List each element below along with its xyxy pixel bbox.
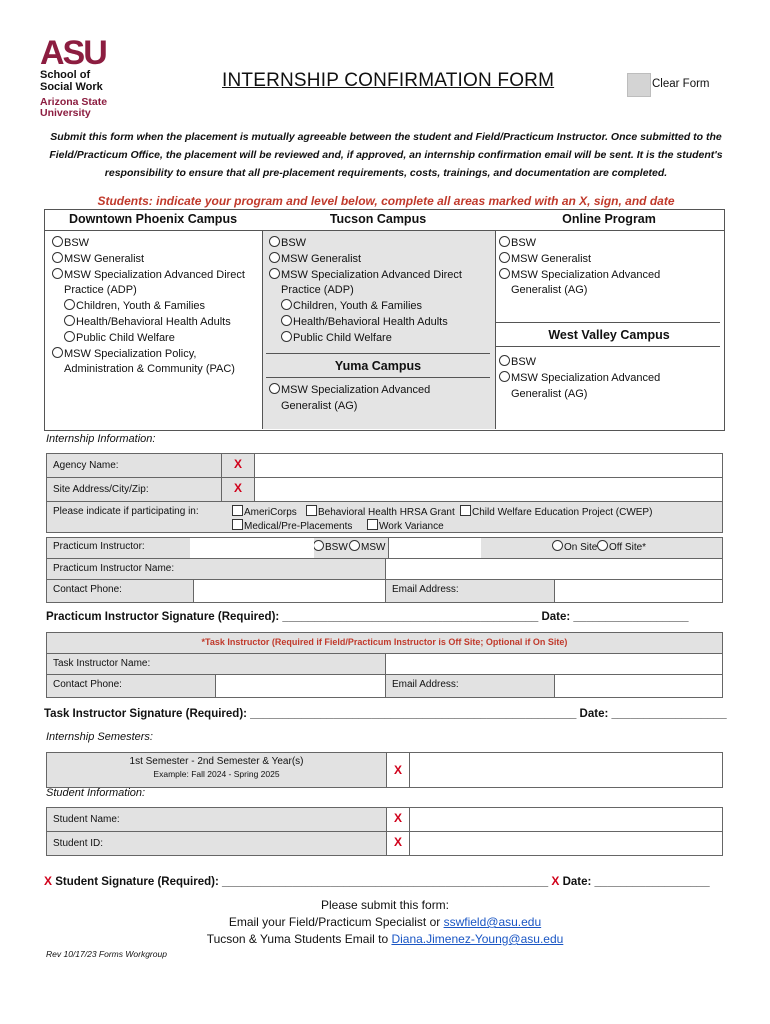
option-label: Health/Behavioral Health Adults [293, 315, 448, 328]
option-label: MSW Specialization Advanced Direct [281, 268, 462, 281]
pi-signature-line[interactable]: Practicum Instructor Signature (Required): ________________________________________ Date: __________________ [46, 611, 689, 623]
option-label-cont: Practice (ADP) [64, 284, 137, 297]
required-x: X [393, 763, 402, 777]
ti-email-input[interactable] [554, 674, 723, 698]
submit-line-1: Please submit this form: [320, 898, 450, 912]
tucson-hbh[interactable] [269, 315, 462, 331]
pi-bsw[interactable] [313, 540, 348, 553]
semester-example: Example: Fall 2024 - Spring 2025 [153, 769, 280, 779]
downtown-msw-generalist[interactable] [52, 252, 245, 268]
tucson-options [269, 236, 462, 347]
downtown-hbh[interactable] [52, 315, 245, 331]
participation-row [46, 501, 723, 533]
tucson-bsw[interactable] [269, 236, 462, 252]
tucson-msw-adp[interactable] [269, 268, 462, 284]
radio-icon[interactable] [281, 331, 292, 342]
pi-email-label: Email Address: [385, 579, 555, 603]
option-label: BSW [64, 237, 90, 249]
radio-icon[interactable] [597, 540, 608, 551]
checkbox-icon[interactable] [232, 519, 243, 530]
yuma-divider-top [266, 353, 490, 354]
radio-icon[interactable] [52, 252, 63, 263]
tucson-msw-generalist[interactable] [269, 252, 462, 268]
option-label: MSW Specialization Advanced [511, 268, 661, 281]
option-label: Public Child Welfare [293, 331, 392, 344]
radio-icon[interactable] [499, 236, 510, 247]
online-options [499, 236, 660, 299]
tucson-yuma-email-link[interactable]: Diana.Jimenez-Young@asu.edu [391, 932, 564, 946]
westvalley-options [499, 355, 660, 402]
asu-logo: ASU [40, 34, 106, 72]
option-label: BSW [511, 356, 537, 368]
semester-input[interactable] [409, 752, 723, 788]
submit-line-3-text: Tucson & Yuma Students Email to [206, 932, 392, 946]
online-title: Online Program [562, 212, 656, 226]
pi-contact-input[interactable] [193, 579, 386, 603]
submit-line-2-text: Email your Field/Practicum Specialist or [228, 915, 444, 929]
student-name-label: Student Name: [46, 807, 387, 832]
pi-name-label: Practicum Instructor Name: [46, 558, 386, 580]
practicum-instructor-row [46, 537, 723, 559]
tucson-cyf[interactable] [269, 299, 462, 315]
site-address-label: Site Address/City/Zip: [46, 477, 222, 502]
required-x: X [393, 811, 402, 825]
radio-icon[interactable] [52, 347, 63, 358]
radio-icon[interactable] [269, 252, 280, 263]
option-label-cont: Generalist (AG) [281, 399, 358, 412]
program-work-variance[interactable] [367, 519, 444, 532]
radio-icon[interactable] [552, 540, 563, 551]
pi-input-1[interactable] [190, 538, 314, 558]
semester-label-cell [46, 752, 387, 788]
downtown-pcw[interactable] [52, 331, 245, 347]
radio-icon[interactable] [52, 236, 63, 247]
clear-form-button[interactable] [627, 73, 651, 97]
option-label: Children, Youth & Families [76, 300, 206, 313]
student-id-required [386, 831, 410, 856]
program-label: Work Variance [379, 521, 444, 532]
participation-label: Please indicate if participating in: [53, 506, 199, 517]
pi-name-input[interactable] [385, 558, 723, 580]
student-name-input[interactable] [409, 807, 723, 832]
ti-signature-line[interactable]: Task Instructor Signature (Required): ___________________________________________________ Date: __________________ [44, 708, 727, 720]
option-label-cont: Administration & Community (PAC) [64, 363, 235, 376]
student-id-label: Student ID: [46, 831, 387, 856]
westvalley-msw-ag[interactable] [499, 371, 660, 387]
student-name-required [386, 807, 410, 832]
agency-input[interactable] [254, 453, 723, 478]
radio-icon[interactable] [64, 331, 75, 342]
westvalley-divider-top [496, 322, 720, 323]
required-x: X [551, 874, 560, 888]
option-label: Children, Youth & Families [293, 300, 423, 313]
ti-contact-label: Contact Phone: [46, 674, 216, 698]
intro-text: Submit this form when the placement is mutually agreeable between the student and Field/Practicum Instructor. Once submitted to the Field/Practicum Office, the placement will be reviewed and, if approved, an internship confirmation email will be sent. It is the student's responsibility to ensure that all pre-placement requirements, costs, trainings, and documentation are completed. [49, 131, 723, 179]
submit-line-3 [0, 931, 770, 948]
radio-icon[interactable] [499, 252, 510, 263]
program-hrsa[interactable] [306, 505, 455, 518]
radio-icon[interactable] [499, 355, 510, 366]
task-instructor-note: *Task Instructor (Required if Field/Practicum Instructor is Off Site; Optional if On Site) [201, 637, 568, 647]
submit-line-2 [0, 914, 770, 931]
program-label: Behavioral Health HRSA Grant [318, 507, 455, 518]
clear-form-label: Clear Form [652, 78, 710, 90]
checkbox-icon[interactable] [232, 505, 243, 516]
pi-input-2[interactable] [388, 538, 481, 558]
option-label: MSW Generalist [281, 252, 362, 265]
school-line-1: School of [40, 69, 91, 81]
site-required [221, 477, 255, 502]
ti-name-input[interactable] [385, 653, 723, 675]
program-label: Child Welfare Education Project (CWEP) [472, 507, 653, 518]
program-label: AmeriCorps [244, 507, 297, 518]
option-label: MSW Specialization Advanced [511, 371, 661, 384]
school-line-2: Social Work [40, 81, 103, 93]
option-label: MSW Specialization Policy, [64, 347, 197, 360]
pi-on-site[interactable] [552, 540, 597, 553]
form-title: INTERNSHIP CONFIRMATION FORM [222, 70, 555, 91]
tucson-pcw[interactable] [269, 331, 462, 347]
option-label: BSW [325, 542, 348, 553]
task-instructor-note-row [46, 632, 723, 654]
program-cwep[interactable] [460, 505, 652, 518]
pi-msw[interactable] [349, 540, 385, 553]
ti-contact-input[interactable] [215, 674, 386, 698]
radio-icon[interactable] [269, 236, 280, 247]
radio-icon[interactable] [281, 299, 292, 310]
downtown-cyf[interactable] [52, 299, 245, 315]
student-signature-line[interactable] [44, 874, 710, 888]
pi-email-input[interactable] [554, 579, 723, 603]
semester-required [386, 752, 410, 788]
pi-contact-label: Contact Phone: [46, 579, 194, 603]
agency-required [221, 453, 255, 478]
option-label: Public Child Welfare [76, 331, 175, 344]
required-x: X [233, 481, 242, 495]
radio-icon[interactable] [313, 540, 324, 551]
school-name [40, 69, 103, 93]
radio-icon[interactable] [499, 371, 510, 382]
required-x: X [393, 835, 402, 849]
online-msw-ag[interactable] [499, 268, 660, 284]
semester-label: 1st Semester - 2nd Semester & Year(s) [129, 756, 304, 767]
yuma-divider-bottom [266, 377, 490, 378]
online-msw-generalist[interactable] [499, 252, 660, 268]
radio-icon[interactable] [52, 268, 63, 279]
university-name [40, 97, 107, 119]
yuma-title: Yuma Campus [334, 359, 422, 373]
agency-label: Agency Name: [46, 453, 222, 478]
downtown-bsw[interactable] [52, 236, 245, 252]
option-label-cont: Generalist (AG) [511, 284, 588, 297]
revision-footer: Rev 10/17/23 Forms Workgroup [46, 949, 167, 959]
practicum-instructor-label: Practicum Instructor: [53, 541, 145, 552]
submit-info [0, 897, 770, 948]
instruction-text: Students: indicate your program and level below, complete all areas marked with an X, sign, and date [97, 194, 675, 208]
sswfield-email-link[interactable]: sswfield@asu.edu [443, 915, 542, 929]
option-label: Off Site* [609, 542, 647, 553]
option-label: MSW Specialization Advanced [281, 384, 431, 396]
ti-email-label: Email Address: [385, 674, 555, 698]
program-americorps[interactable] [232, 505, 297, 518]
westvalley-bsw[interactable] [499, 355, 660, 371]
westvalley-divider-bottom [496, 346, 720, 347]
internship-section-title: Internship Information: [46, 433, 156, 445]
checkbox-icon[interactable] [306, 505, 317, 516]
pi-off-site[interactable] [597, 540, 646, 553]
downtown-options [52, 236, 245, 378]
checkbox-icon[interactable] [460, 505, 471, 516]
radio-icon[interactable] [499, 268, 510, 279]
university-line-2: University [40, 107, 91, 119]
radio-icon[interactable] [349, 540, 360, 551]
option-label: MSW Generalist [64, 252, 145, 265]
option-label: MSW Specialization Advanced Direct [64, 268, 245, 281]
radio-icon[interactable] [281, 315, 292, 326]
required-x: X [233, 457, 242, 471]
semesters-section-title: Internship Semesters: [46, 731, 153, 743]
required-x: X [44, 874, 53, 888]
program-medical[interactable] [232, 519, 352, 532]
student-section-title: Student Information: [46, 787, 146, 799]
radio-icon[interactable] [269, 383, 280, 394]
radio-icon[interactable] [64, 299, 75, 310]
downtown-title: Downtown Phoenix Campus [68, 212, 238, 226]
option-label: On Site [564, 542, 598, 553]
checkbox-icon[interactable] [367, 519, 378, 530]
student-id-input[interactable] [409, 831, 723, 856]
yuma-options [269, 383, 430, 415]
option-label: BSW [281, 237, 307, 249]
radio-icon[interactable] [269, 268, 280, 279]
option-label: Health/Behavioral Health Adults [76, 315, 231, 328]
program-label: Medical/Pre-Placements [244, 521, 353, 532]
university-line-1: Arizona State [40, 96, 108, 108]
westvalley-title: West Valley Campus [548, 328, 670, 342]
yuma-msw-ag[interactable] [269, 383, 430, 399]
tucson-title: Tucson Campus [329, 212, 427, 226]
downtown-msw-adp[interactable] [52, 268, 245, 284]
downtown-pac[interactable] [52, 347, 245, 363]
option-label-cont: Practice (ADP) [281, 284, 354, 297]
radio-icon[interactable] [64, 315, 75, 326]
ti-name-label: Task Instructor Name: [46, 653, 386, 675]
online-bsw[interactable] [499, 236, 660, 252]
site-address-input[interactable] [254, 477, 723, 502]
option-label: MSW [361, 542, 386, 553]
student-date-text: Date: __________________ [562, 876, 710, 888]
option-label: MSW Generalist [511, 252, 592, 265]
option-label: BSW [511, 237, 537, 249]
student-signature-text: Student Signature (Required): ___________________________________________________ [55, 876, 549, 888]
option-label-cont: Generalist (AG) [511, 387, 588, 400]
